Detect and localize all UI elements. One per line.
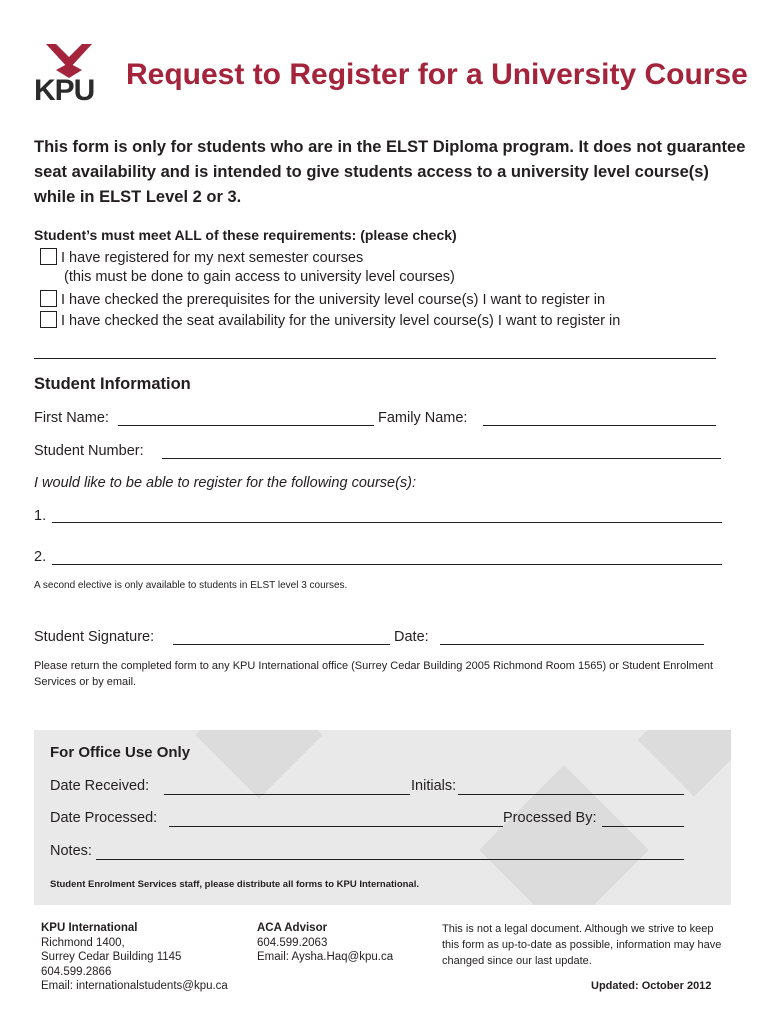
requirement-note: (this must be done to gain access to university level courses) [64,269,455,285]
footer-international [41,921,228,994]
student-number-label: Student Number: [34,443,144,459]
signature-field[interactable] [173,644,390,645]
requirement-label-1: I have registered for my next semester courses [61,250,364,266]
processed-by-label: Processed By: [503,810,597,826]
signature-label: Student Signature: [34,629,155,645]
requirements-heading: Student’s must meet ALL of these requirements: (please check) [34,227,457,243]
requirement-label-2: I have checked the prerequisites for the university level course(s) I want to register in [61,292,606,308]
kpu-chevron-icon [34,44,104,78]
initials-label: Initials: [411,778,457,794]
date-processed-field[interactable] [169,826,503,827]
course-1-field[interactable] [52,522,722,523]
intl-office-phone: 604.599.2866 [41,965,112,978]
kpu-logo [34,44,104,106]
date-field[interactable] [440,644,704,645]
date-label: Date: [394,629,429,645]
section-divider [34,358,716,359]
date-received-label: Date Received: [50,778,150,794]
return-instructions: Please return the completed form to any KPU International office (Surrey Cedar Building 2005 Richmond Room 1565) or Student Enrolment Services or by email. [34,660,714,688]
advisor-title: ACA Advisor [257,922,328,934]
requirement-checkbox-3[interactable] [40,311,57,328]
intl-office-name: KPU International [41,922,138,934]
course-1-label: 1. [34,508,47,524]
student-info-title: Student Information [34,375,191,393]
kpu-logo-text: KPU [34,74,95,107]
elective-note: A second elective is only available to students in ELST level 3 courses. [34,580,348,591]
intl-office-email[interactable]: Email: internationalstudents@kpu.ca [41,980,228,992]
course-2-label: 2. [34,549,47,565]
office-use-box [34,730,731,905]
student-number-field[interactable] [162,458,721,459]
courses-label: I would like to be able to register for the following course(s): [34,475,417,491]
decor-shape [637,730,731,797]
family-name-label: Family Name: [378,410,468,426]
decor-shape [195,730,322,799]
notes-label: Notes: [50,843,92,859]
decor-shape [479,765,649,905]
requirement-checkbox-1[interactable] [40,248,57,265]
advisor-email[interactable]: Email: Aysha.Haq@kpu.ca [257,951,394,963]
requirement-checkbox-2[interactable] [40,290,57,307]
office-use-title: For Office Use Only [50,744,191,761]
requirement-registered [40,248,363,266]
requirement-prerequisites [40,290,605,308]
requirement-label-3: I have checked the seat availability for the university level course(s) I want to register in [61,313,621,329]
notes-field[interactable] [96,859,684,860]
distribution-note: Student Enrolment Services staff, please distribute all forms to KPU International. [50,879,419,890]
disclaimer: This is not a legal document. Although we strive to keep this form as up-to-date as possible, information may have changed since our last update. [442,923,722,967]
first-name-field[interactable] [118,425,374,426]
intro-paragraph: This form is only for students who are in the ELST Diploma program. It does not guarantee seat availability and is intended to give students access to a university level course(s) while in ELST Level 2 or 3. [34,138,746,206]
family-name-field[interactable] [483,425,716,426]
first-name-label: First Name: [34,410,109,426]
initials-field[interactable] [458,794,684,795]
date-received-field[interactable] [164,794,410,795]
advisor-phone: 604.599.2063 [257,936,328,949]
intl-office-line2: Surrey Cedar Building 1145 [41,951,182,963]
intl-office-line1: Richmond 1400, [41,936,125,949]
page-title: Request to Register for a University Course [126,58,748,91]
footer-advisor [257,921,393,965]
date-processed-label: Date Processed: [50,810,158,826]
updated-date: Updated: October 2012 [591,980,712,992]
requirement-seat-availability [40,311,620,329]
course-2-field[interactable] [52,564,722,565]
processed-by-field[interactable] [602,826,684,827]
